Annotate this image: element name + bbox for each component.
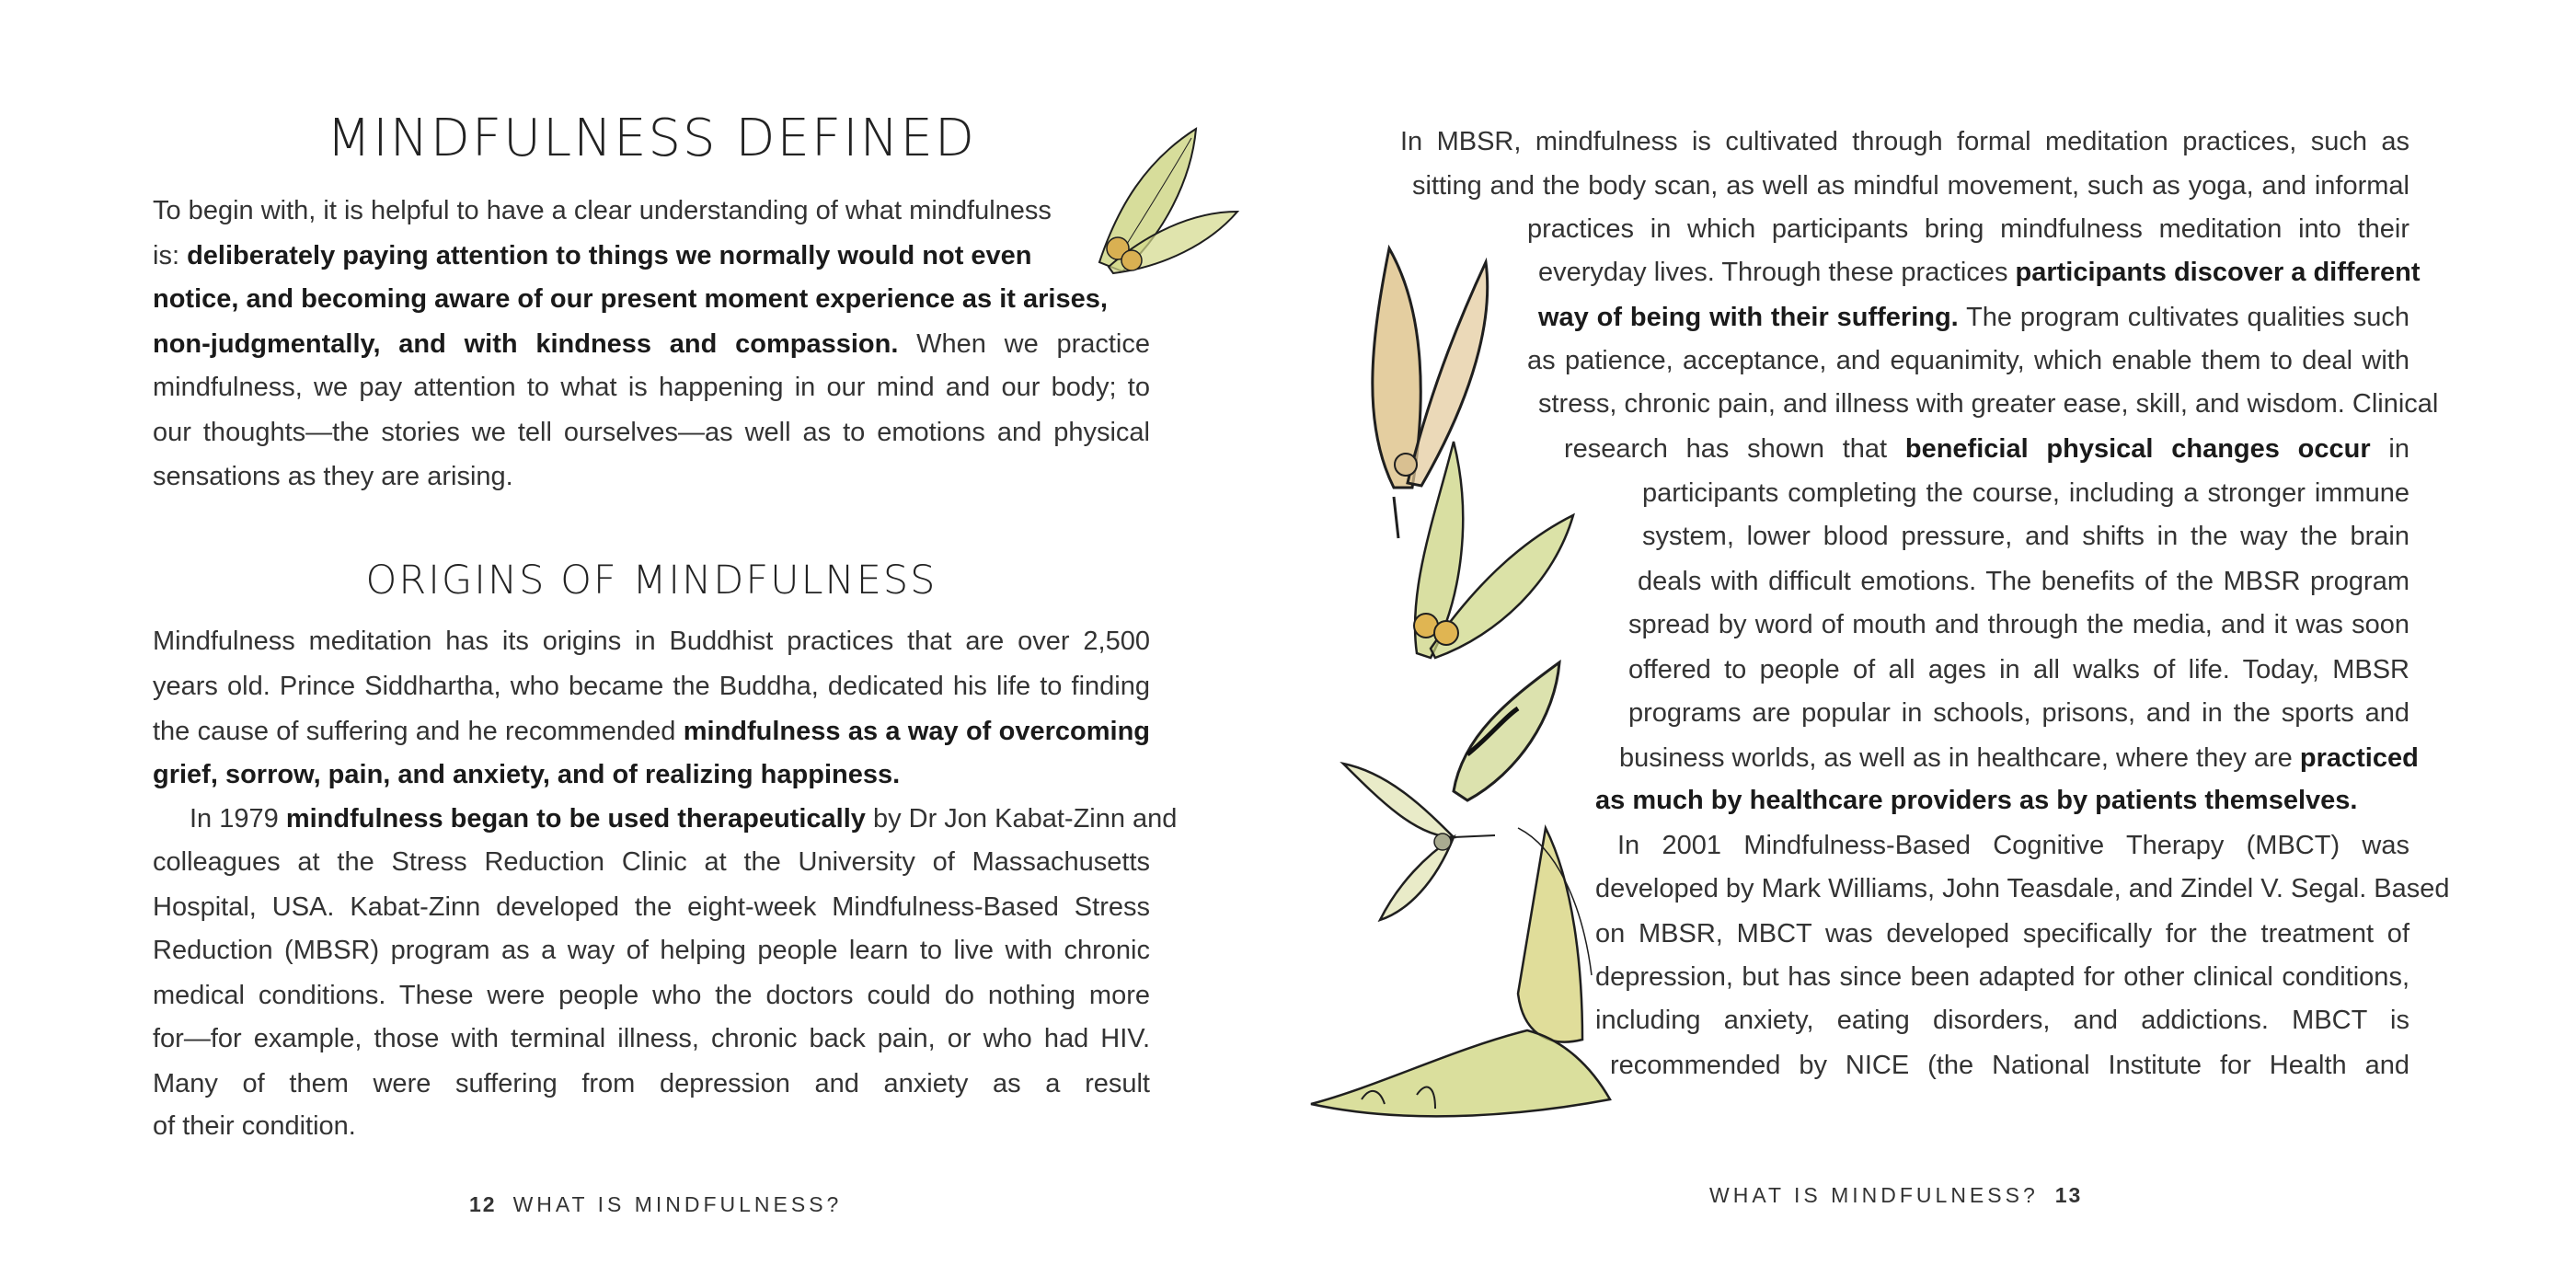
text-line: [1642, 518, 2409, 555]
emphasis-text: non-judgmentally, and with kindness and compassion.: [153, 329, 899, 359]
text-run: by Dr Jon Kabat-Zinn and: [865, 804, 1178, 834]
text-line: [1595, 915, 2409, 952]
text-run: medical conditions. These were people who the doctors could do nothing more: [153, 981, 1150, 1010]
text-run: of their condition.: [153, 1111, 356, 1141]
text-line: [1628, 606, 2409, 643]
text-run: To begin with, it is helpful to have a clear understanding of what mindfulness: [153, 196, 1052, 225]
text-line: [1617, 827, 2409, 864]
text-line: [1595, 1002, 2409, 1039]
emphasis-text: as much by healthcare providers as by patients themselves.: [1595, 786, 2358, 815]
text-line: [153, 756, 1150, 793]
text-run: in: [2370, 434, 2409, 464]
text-line: [1628, 695, 2409, 731]
text-line: [1642, 475, 2409, 512]
text-line: [1638, 563, 2409, 600]
text-line: [1538, 254, 2421, 291]
emphasis-text: practiced: [2299, 743, 2419, 773]
emphasis-text: beneficial physical changes occur: [1904, 434, 2371, 464]
text-line: [153, 281, 1108, 317]
text-run: sitting and the body scan, as well as mindful movement, such as yoga, and informal: [1412, 171, 2409, 201]
text-line: [153, 800, 1178, 837]
text-run: stress, chronic pain, and illness with greater ease, skill, and wisdom. Clinical: [1538, 389, 2439, 419]
leaf-illustration-icon: [1081, 124, 1247, 281]
running-title: WHAT IS MINDFULNESS?: [512, 1192, 843, 1216]
text-line: [1595, 959, 2409, 995]
text-line: [153, 668, 1150, 705]
text-line: [153, 237, 1073, 274]
emphasis-text: participants discover a different: [2015, 258, 2421, 287]
text-line: [1538, 385, 2439, 422]
text-run: practices in which participants bring mindfulness meditation into their: [1527, 214, 2409, 244]
page-number: 12: [469, 1192, 497, 1216]
right-page: [1288, 0, 2576, 1288]
text-line: [153, 977, 1150, 1014]
text-run: for—for example, those with terminal illness, chronic back pain, or who had HIV.: [153, 1024, 1150, 1053]
running-title: WHAT IS MINDFULNESS?: [1709, 1183, 2039, 1207]
text-line: [1564, 431, 2409, 467]
text-line: [1538, 299, 2409, 336]
text-line: [153, 713, 1150, 750]
text-line: [153, 1020, 1150, 1057]
text-line: [1619, 740, 2419, 776]
text-run: In 1979: [190, 804, 286, 834]
page-number: 13: [2054, 1183, 2083, 1207]
emphasis-text: notice, and becoming aware of our present moment experience as it arises,: [153, 284, 1108, 314]
text-line: [153, 623, 1150, 660]
emphasis-text: mindfulness began to be used therapeutically: [285, 804, 866, 834]
heading-origins-of-mindfulness: ORIGINS OF MINDFULNESS: [365, 558, 937, 604]
text-run: recommended by NICE (the National Institute for Health and: [1610, 1051, 2409, 1080]
page-footer-right: [1709, 1183, 2099, 1208]
text-run: The program cultivates qualities such: [1958, 303, 2410, 332]
text-line: [153, 369, 1150, 406]
text-run: offered to people of all ages in all walks of life. Today, MBSR: [1628, 655, 2409, 684]
falling-leaves-illustration-icon: [1306, 239, 1638, 1159]
text-line: [1527, 342, 2409, 379]
text-line: [1412, 167, 2409, 204]
text-run: sensations as they are arising.: [153, 462, 513, 491]
heading-mindfulness-defined: MINDFULNESS DEFINED: [326, 109, 977, 168]
text-run: years old. Prince Siddhartha, who became the Buddha, dedicated his life to finding: [153, 672, 1150, 701]
text-run: as patience, acceptance, and equanimity, which enable them to deal with: [1527, 346, 2409, 375]
text-run: on MBSR, MBCT was developed specifically for the treatment of: [1595, 919, 2409, 949]
text-line: [153, 889, 1150, 926]
text-run: business worlds, as well as in healthcare, where they are: [1619, 743, 2300, 773]
text-line: [153, 932, 1150, 969]
text-run: is:: [153, 241, 188, 270]
text-run: Reduction (MBSR) program as a way of helping people learn to live with chronic: [153, 936, 1150, 965]
emphasis-text: way of being with their suffering.: [1538, 303, 1959, 332]
text-line: [1595, 870, 2450, 907]
text-line: [153, 414, 1150, 451]
text-line: [1610, 1047, 2409, 1084]
text-run: When we practice: [898, 329, 1151, 359]
text-run: system, lower blood pressure, and shifts in the way the brain: [1642, 522, 2409, 551]
text-run: depression, but has since been adapted for other clinical conditions,: [1595, 962, 2409, 992]
emphasis-text: deliberately paying attention to things we normally would not even: [187, 241, 1032, 270]
text-line: [153, 192, 1073, 229]
text-run: Mindfulness meditation has its origins in Buddhist practices that are over 2,500: [153, 627, 1150, 656]
text-run: deals with difficult emotions. The benefits of the MBSR program: [1638, 567, 2409, 596]
text-run: colleagues at the Stress Reduction Clinic at the University of Massachusetts: [153, 847, 1150, 877]
text-line: [1628, 651, 2409, 688]
text-run: including anxiety, eating disorders, and addictions. MBCT is: [1595, 1006, 2409, 1035]
text-run: Hospital, USA. Kabat-Zinn developed the eight-week Mindfulness-Based Stress: [153, 892, 1150, 922]
text-line: [1527, 211, 2409, 247]
text-run: mindfulness, we pay attention to what is happening in our mind and our body; to: [153, 373, 1150, 402]
page-footer-left: [453, 1192, 842, 1217]
text-line: [153, 1108, 1150, 1144]
text-line: [153, 326, 1150, 362]
text-run: participants completing the course, including a stronger immune: [1642, 478, 2409, 508]
emphasis-text: mindfulness as a way of overcoming: [683, 717, 1150, 746]
text-run: programs are popular in schools, prisons, and in the sports and: [1628, 698, 2409, 728]
text-run: In 2001 Mindfulness-Based Cognitive Therapy (MBCT) was: [1617, 831, 2409, 860]
text-run: Many of them were suffering from depression and anxiety as a result: [153, 1069, 1150, 1098]
text-run: In MBSR, mindfulness is cultivated through formal meditation practices, such as: [1400, 127, 2409, 156]
emphasis-text: grief, sorrow, pain, and anxiety, and of realizing happiness.: [153, 760, 901, 789]
text-line: [1400, 123, 2409, 160]
text-run: developed by Mark Williams, John Teasdale, and Zindel V. Segal. Based: [1595, 874, 2450, 903]
text-run: spread by word of mouth and through the media, and it was soon: [1628, 610, 2409, 639]
text-run: research has shown that: [1564, 434, 1905, 464]
text-run: our thoughts—the stories we tell ourselves—as well as to emotions and physical: [153, 418, 1150, 447]
text-line: [153, 1065, 1150, 1102]
text-line: [1595, 782, 2357, 819]
text-run: the cause of suffering and he recommended: [153, 717, 684, 746]
text-run: everyday lives. Through these practices: [1538, 258, 2016, 287]
text-line: [153, 458, 1150, 495]
text-line: [153, 844, 1150, 880]
